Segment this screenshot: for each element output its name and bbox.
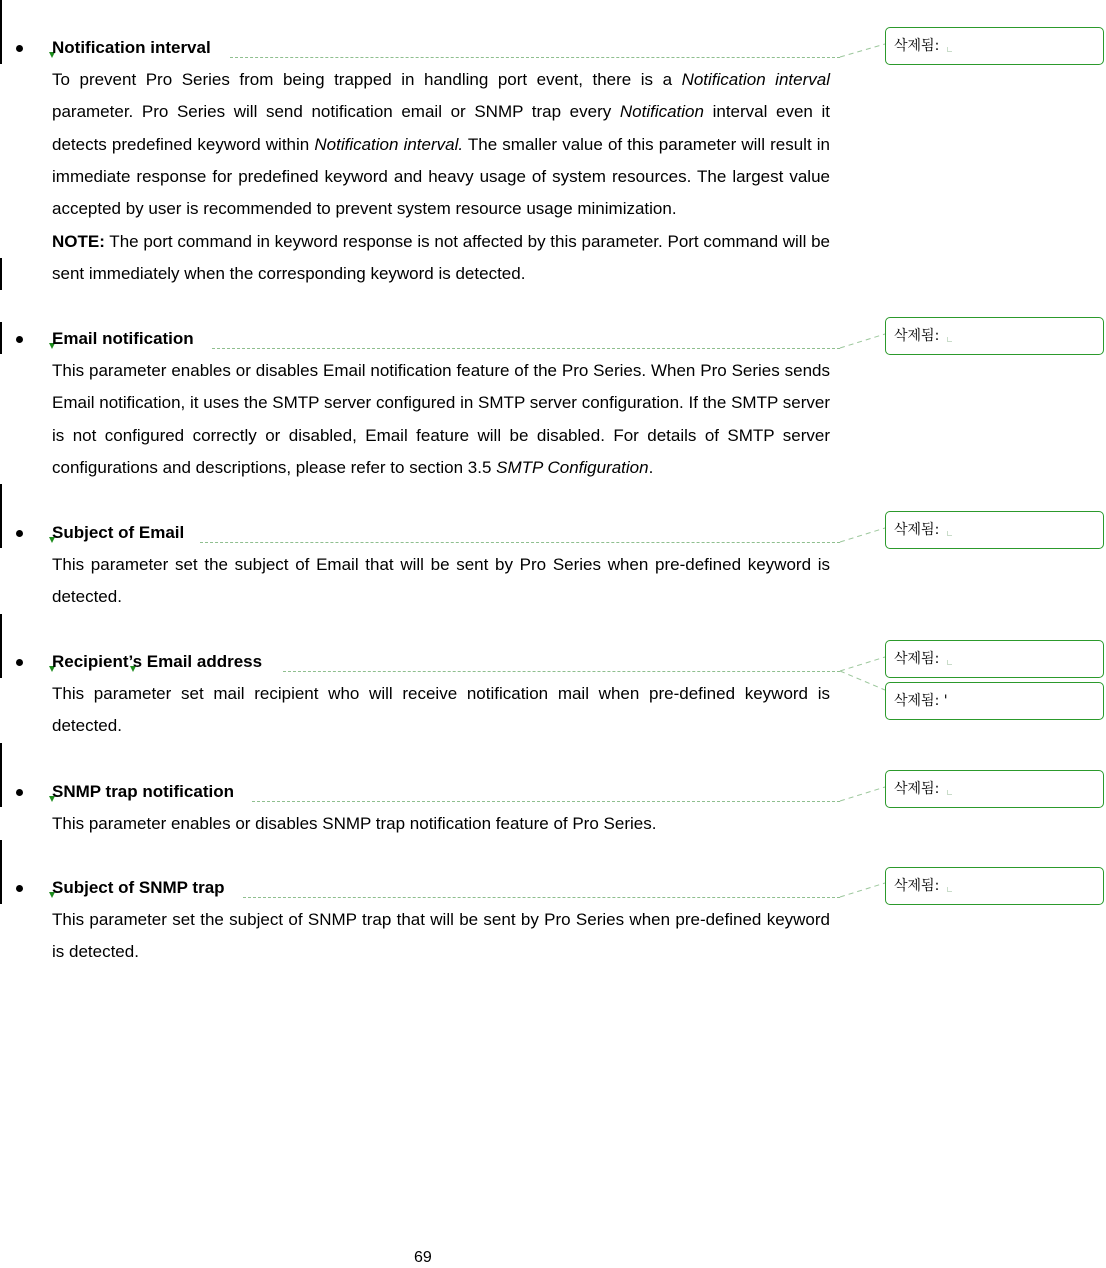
comment-leader	[212, 348, 840, 349]
comment-anchor-icon	[947, 660, 952, 665]
deleted-comment-balloon[interactable]	[885, 867, 1104, 905]
italic-term: Notification	[619, 102, 704, 122]
comment-leader	[283, 671, 840, 672]
deleted-comment-balloon[interactable]	[885, 27, 1104, 65]
page-number: 69	[414, 1249, 432, 1266]
section-paragraph: This parameter enables or disables Email notification feature of the Pro Series. When Pro Series sends Email notification, it uses the SMTP server configured in SMTP server configuration. If the SMTP server is not configured correctly or disabled, Email feature will be disabled. For details of SMTP server configurations and descriptions, please refer to section 3.5 SMTP Configuration.	[52, 361, 830, 477]
connector-line	[840, 44, 885, 57]
connector-line	[840, 787, 885, 801]
change-bar	[0, 484, 2, 548]
italic-term: SMTP Configuration	[496, 457, 649, 477]
section-heading: Subject of Email	[52, 523, 185, 542]
bullet-icon	[16, 873, 26, 883]
comment-anchor-icon	[947, 47, 952, 52]
section-paragraph: This parameter set mail recipient who will receive notification mail when pre-defined keyword is detected.	[52, 684, 830, 736]
section-heading: SNMP trap notification	[52, 782, 234, 801]
section-heading: Subject of SNMP trap	[52, 878, 225, 897]
comment-leader	[230, 57, 840, 58]
deleted-comment-balloon[interactable]	[885, 640, 1104, 678]
bullet-icon	[16, 518, 26, 528]
note-paragraph: NOTE: The port command in keyword response is not affected by this parameter. Port command will be sent immediately when the corresponding keyword is detected.	[52, 232, 830, 284]
bullet-icon	[16, 647, 26, 657]
section-heading: Notification interval	[52, 38, 211, 57]
comment-leader	[252, 801, 840, 802]
comment-label: 삭제됨:	[894, 878, 940, 894]
comment-leader	[200, 542, 840, 543]
deleted-comment-balloon[interactable]	[885, 682, 1104, 720]
bullet-icon	[16, 777, 26, 787]
comment-leader	[243, 897, 840, 898]
italic-term: Notification interval	[681, 70, 830, 89]
change-bar	[0, 840, 2, 904]
section-heading: Recipient’s Email address	[52, 652, 263, 671]
deleted-comment-balloon[interactable]	[885, 770, 1104, 808]
change-bar	[0, 322, 2, 354]
connector-line	[840, 883, 885, 897]
section-paragraph: This parameter enables or disables SNMP trap notification feature of Pro Series.	[52, 814, 657, 833]
bullet-icon	[16, 324, 26, 334]
change-bar	[0, 743, 2, 807]
comment-anchor-icon	[947, 337, 952, 342]
connector-line	[840, 657, 885, 671]
comment-anchor-icon	[947, 790, 952, 795]
change-bar	[0, 258, 2, 290]
section-paragraph: This parameter set the subject of SNMP trap that will be sent by Pro Series when pre-defined keyword is detected.	[52, 910, 830, 962]
section-paragraph: This parameter set the subject of Email that will be sent by Pro Series when pre-defined keyword is detected.	[52, 555, 830, 607]
deleted-comment-balloon[interactable]	[885, 317, 1104, 355]
comment-label: 삭제됨:	[894, 328, 940, 344]
connector-line	[840, 528, 885, 542]
connector-line	[840, 334, 885, 348]
comment-label: 삭제됨:	[894, 651, 940, 667]
comment-label: 삭제됨:	[894, 522, 940, 538]
section-paragraph: To prevent Pro Series from being trapped in handling port event, there is a Notification interval parameter. Pro Series will send notification email or SNMP trap every Notification interval even it detects predefined keyword within Notification interval. The smaller value of this parameter will result in immediate response for predefined keyword and heavy usage of system resources. The largest value accepted by user is recommended to prevent system resource usage minimization.	[52, 70, 831, 219]
comment-label: 삭제됨:	[894, 781, 940, 797]
section-heading: Email notification	[52, 329, 194, 348]
comment-anchor-icon	[947, 531, 952, 536]
comment-label: 삭제됨: '	[894, 693, 948, 709]
connector-line	[840, 671, 885, 690]
bold-label: NOTE:	[52, 232, 105, 251]
bullet-icon	[16, 33, 26, 43]
comment-label: 삭제됨:	[894, 38, 940, 54]
comment-anchor-icon	[947, 887, 952, 892]
change-bar	[0, 614, 2, 678]
change-bar	[0, 0, 2, 64]
italic-term: Notification interval.	[314, 134, 464, 154]
deleted-comment-balloon[interactable]	[885, 511, 1104, 549]
